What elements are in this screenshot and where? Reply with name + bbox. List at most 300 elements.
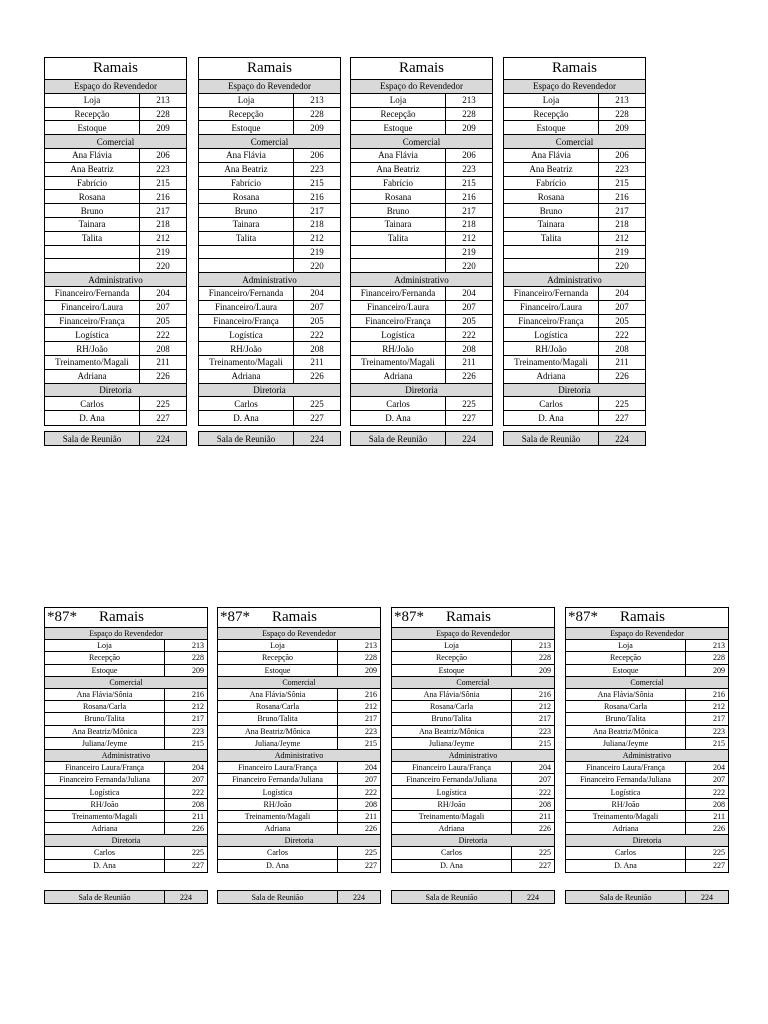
section-header: Diretoria — [351, 384, 492, 398]
extension-name: D. Ana — [392, 860, 512, 872]
extension-number: 208 — [365, 799, 377, 809]
extension-name: Ana Flávia — [45, 149, 140, 162]
extension-row — [218, 762, 380, 774]
extension-number: 208 — [539, 799, 551, 809]
extension-row — [351, 301, 492, 315]
extension-row — [45, 652, 207, 664]
extension-name: Loja — [45, 640, 165, 651]
extension-row — [45, 640, 207, 652]
section-header: Espaço do Revendedor — [199, 80, 340, 94]
extension-number: 215 — [615, 177, 629, 188]
extension-row — [45, 163, 186, 177]
extension-row — [45, 774, 207, 786]
extension-row — [218, 665, 380, 677]
extension-name: Financeiro/França — [45, 315, 140, 328]
extension-row — [199, 163, 340, 177]
extension-number: 218 — [615, 219, 629, 230]
extension-row — [392, 860, 554, 872]
extension-card — [44, 57, 187, 426]
extension-row — [504, 218, 645, 232]
extension-name: Tainara — [351, 218, 446, 231]
extension-row — [45, 259, 186, 273]
extension-name: Bruno/Talita — [218, 713, 338, 724]
extension-number: 216 — [539, 690, 551, 700]
extension-name: Adriana — [199, 370, 294, 383]
meeting-room-row — [565, 890, 729, 904]
extension-number: 211 — [713, 811, 725, 821]
extension-name: Logística — [218, 786, 338, 797]
extension-row — [45, 786, 207, 798]
extension-name: Juliana/Jeyme — [218, 738, 338, 749]
extension-row — [45, 121, 186, 135]
extension-name: D. Ana — [504, 411, 599, 425]
extension-row — [45, 177, 186, 191]
extension-number: 205 — [462, 315, 476, 326]
extension-row — [351, 121, 492, 135]
extension-row — [351, 411, 492, 425]
extension-number: 228 — [365, 653, 377, 663]
extension-number: 223 — [539, 726, 551, 736]
extension-row — [392, 640, 554, 652]
extension-row — [504, 108, 645, 122]
extension-name: Ana Flávia/Sônia — [392, 689, 512, 700]
extension-row — [45, 108, 186, 122]
extension-row — [351, 328, 492, 342]
extension-name: Tainara — [504, 218, 599, 231]
extension-number: 207 — [539, 775, 551, 785]
extension-number: 215 — [310, 177, 324, 188]
extension-row — [199, 356, 340, 370]
section-header: Espaço do Revendedor — [45, 80, 186, 94]
extension-name: Logística — [351, 328, 446, 341]
extension-number: 223 — [192, 726, 204, 736]
extension-row — [504, 328, 645, 342]
extension-row — [566, 762, 728, 774]
meeting-room-number: 224 — [615, 433, 629, 444]
extension-number: 206 — [310, 150, 324, 161]
extension-number: 205 — [615, 315, 629, 326]
extension-name: Tainara — [199, 218, 294, 231]
extension-number: 207 — [615, 302, 629, 313]
extension-number: 217 — [156, 205, 170, 216]
extension-number: 215 — [462, 177, 476, 188]
extension-name: D. Ana — [566, 860, 686, 872]
extension-name: Adriana — [45, 370, 140, 383]
extension-name: RH/João — [504, 342, 599, 355]
extension-number: 211 — [156, 357, 170, 368]
extension-name: RH/João — [45, 342, 140, 355]
card-title: Ramais — [552, 60, 597, 76]
section-header: Comercial — [504, 135, 645, 149]
extension-number: 226 — [713, 824, 725, 834]
extension-row — [504, 287, 645, 301]
extension-number: 208 — [156, 343, 170, 354]
extension-number: 223 — [713, 726, 725, 736]
extension-number: 208 — [462, 343, 476, 354]
meeting-room-name: Sala de Reunião — [392, 891, 512, 903]
extension-number: 204 — [192, 763, 204, 773]
extension-name: Recepção — [199, 108, 294, 121]
extension-row — [351, 397, 492, 411]
extension-number: 219 — [310, 246, 324, 257]
section-header: Administrativo — [218, 750, 380, 762]
extension-number: 219 — [615, 246, 629, 257]
meeting-room-number: 224 — [701, 892, 713, 902]
extension-name: RH/João — [566, 799, 686, 810]
extension-name: Estoque — [45, 665, 165, 676]
extension-number: 222 — [156, 329, 170, 340]
extension-name: Treinamento/Magali — [218, 811, 338, 822]
meeting-room-name: Sala de Reunião — [45, 891, 165, 903]
extension-row — [392, 713, 554, 725]
extension-name: Ana Flávia — [351, 149, 446, 162]
extension-row — [45, 370, 186, 384]
extension-row — [218, 689, 380, 701]
meeting-room-name: Sala de Reunião — [45, 432, 140, 445]
extension-number: 216 — [713, 690, 725, 700]
extension-number: 209 — [156, 122, 170, 133]
meeting-room-number: 224 — [353, 892, 365, 902]
extension-number: 225 — [539, 848, 551, 858]
extension-number: 211 — [365, 811, 377, 821]
extension-row — [45, 342, 186, 356]
extension-number: 208 — [192, 799, 204, 809]
extension-name: Talita — [504, 232, 599, 245]
extension-name: Loja — [566, 640, 686, 651]
card-title: Ramais — [93, 60, 138, 76]
section-header: Administrativo — [566, 750, 728, 762]
extension-number: 209 — [192, 665, 204, 675]
card-title-row — [566, 608, 728, 628]
extension-number: 216 — [365, 690, 377, 700]
extension-number: 204 — [539, 763, 551, 773]
extension-row — [218, 713, 380, 725]
extension-name: RH/João — [351, 342, 446, 355]
extension-row — [199, 218, 340, 232]
extension-name: Rosana/Carla — [45, 701, 165, 712]
extension-number: 205 — [310, 315, 324, 326]
extension-name: Estoque — [566, 665, 686, 676]
extension-number: 204 — [615, 288, 629, 299]
extension-row — [45, 411, 186, 425]
extension-name: Treinamento/Magali — [45, 356, 140, 369]
extension-row — [199, 315, 340, 329]
extension-name: D. Ana — [45, 411, 140, 425]
extension-row — [218, 860, 380, 872]
extension-number: 222 — [310, 329, 324, 340]
extension-name: Treinamento/Magali — [351, 356, 446, 369]
extension-name — [199, 259, 294, 272]
extension-number: 212 — [539, 702, 551, 712]
extension-name: Adriana — [218, 823, 338, 834]
extension-name: Juliana/Jeyme — [566, 738, 686, 749]
dial-code: *87* — [47, 609, 77, 625]
extension-number: 220 — [462, 260, 476, 271]
extension-row — [392, 665, 554, 677]
extension-name: Fabrício — [45, 177, 140, 190]
extension-number: 208 — [713, 799, 725, 809]
section-header: Diretoria — [45, 835, 207, 847]
extension-name — [351, 246, 446, 259]
extension-row — [45, 190, 186, 204]
section-header: Administrativo — [45, 750, 207, 762]
extension-name: Bruno/Talita — [566, 713, 686, 724]
extension-row — [351, 218, 492, 232]
extension-row — [504, 232, 645, 246]
extension-name — [504, 259, 599, 272]
extension-name: Rosana — [45, 190, 140, 203]
meeting-room-row — [44, 431, 187, 446]
extension-number: 216 — [156, 191, 170, 202]
extension-name: Ana Beatriz/Mônica — [218, 726, 338, 737]
extension-number: 212 — [462, 233, 476, 244]
extension-number: 227 — [462, 413, 476, 424]
extension-row — [199, 259, 340, 273]
extension-number: 211 — [462, 357, 476, 368]
extension-number: 213 — [192, 641, 204, 651]
card-title-row — [218, 608, 380, 628]
extension-name: Ana Beatriz — [199, 163, 294, 176]
extension-number: 213 — [539, 641, 551, 651]
extension-name: Estoque — [218, 665, 338, 676]
extension-number: 226 — [462, 371, 476, 382]
extension-number: 207 — [156, 302, 170, 313]
extension-row — [351, 315, 492, 329]
dial-code: *87* — [568, 609, 598, 625]
extension-row — [45, 689, 207, 701]
extension-name: Juliana/Jeyme — [45, 738, 165, 749]
extension-number: 223 — [615, 164, 629, 175]
meeting-room-number: 224 — [156, 433, 170, 444]
extension-name: Financeiro/Laura — [45, 301, 140, 314]
extension-name: Recepção — [504, 108, 599, 121]
extension-number: 227 — [310, 413, 324, 424]
extension-card — [217, 607, 381, 873]
extension-name: Ana Flávia — [199, 149, 294, 162]
extension-row — [45, 726, 207, 738]
extension-number: 225 — [365, 848, 377, 858]
card-title: Ramais — [620, 609, 665, 625]
extension-row — [351, 232, 492, 246]
section-header: Administrativo — [504, 273, 645, 287]
extension-row — [351, 356, 492, 370]
extension-row — [45, 232, 186, 246]
extension-row — [199, 301, 340, 315]
section-header: Diretoria — [504, 384, 645, 398]
extension-name: Fabrício — [199, 177, 294, 190]
extension-number: 212 — [365, 702, 377, 712]
extension-name: Ana Flávia/Sônia — [218, 689, 338, 700]
extension-number: 207 — [713, 775, 725, 785]
extension-row — [504, 370, 645, 384]
extension-name: Estoque — [392, 665, 512, 676]
extension-name: Ana Flávia/Sônia — [566, 689, 686, 700]
extension-row — [351, 108, 492, 122]
extension-name: Rosana/Carla — [218, 701, 338, 712]
extension-row — [566, 786, 728, 798]
extension-name: Estoque — [504, 121, 599, 134]
extension-row — [199, 328, 340, 342]
extension-number: 204 — [365, 763, 377, 773]
extension-number: 219 — [462, 246, 476, 257]
extension-number: 212 — [156, 233, 170, 244]
extension-number: 228 — [539, 653, 551, 663]
extension-row — [45, 94, 186, 108]
card-title-row — [351, 58, 492, 80]
extension-number: 204 — [713, 763, 725, 773]
extension-number: 213 — [156, 95, 170, 106]
extension-number: 216 — [462, 191, 476, 202]
extension-name: Financeiro/França — [504, 315, 599, 328]
extension-card — [44, 607, 208, 873]
extension-name: Financeiro Fernanda/Juliana — [566, 774, 686, 785]
meeting-room-name: Sala de Reunião — [351, 432, 446, 445]
extension-number: 215 — [539, 738, 551, 748]
extension-number: 207 — [462, 302, 476, 313]
dial-code: *87* — [220, 609, 250, 625]
extension-number: 216 — [310, 191, 324, 202]
section-header: Administrativo — [351, 273, 492, 287]
extension-number: 213 — [310, 95, 324, 106]
card-title-row — [392, 608, 554, 628]
meeting-room-row — [217, 890, 381, 904]
extension-row — [392, 762, 554, 774]
extension-row — [504, 315, 645, 329]
extension-number: 211 — [539, 811, 551, 821]
extension-name: Rosana — [199, 190, 294, 203]
extension-row — [218, 799, 380, 811]
extension-name: Estoque — [45, 121, 140, 134]
extension-name — [351, 259, 446, 272]
meeting-room-row — [391, 890, 555, 904]
extension-row — [566, 713, 728, 725]
extension-row — [199, 108, 340, 122]
extension-row — [45, 287, 186, 301]
extension-number: 216 — [192, 690, 204, 700]
extension-number: 213 — [615, 95, 629, 106]
meeting-room-name: Sala de Reunião — [199, 432, 294, 445]
extension-number: 225 — [615, 398, 629, 409]
extension-name: Recepção — [218, 652, 338, 663]
extension-name: Carlos — [45, 397, 140, 410]
extension-card — [198, 57, 341, 426]
extension-number: 226 — [615, 371, 629, 382]
extension-number: 225 — [310, 398, 324, 409]
extension-row — [392, 652, 554, 664]
extension-row — [45, 246, 186, 260]
extension-number: 206 — [615, 150, 629, 161]
extension-row — [351, 342, 492, 356]
extension-name: Logística — [392, 786, 512, 797]
section-header: Diretoria — [199, 384, 340, 398]
extension-row — [566, 811, 728, 823]
extension-name: Ana Flávia — [504, 149, 599, 162]
extension-row — [45, 713, 207, 725]
extension-name: Talita — [199, 232, 294, 245]
extension-row — [199, 204, 340, 218]
extension-row — [199, 94, 340, 108]
extension-number: 228 — [713, 653, 725, 663]
extension-number: 225 — [713, 848, 725, 858]
extension-number: 213 — [365, 641, 377, 651]
extension-number: 222 — [462, 329, 476, 340]
extension-name: Bruno/Talita — [45, 713, 165, 724]
meeting-room-number: 224 — [527, 892, 539, 902]
extension-row — [45, 847, 207, 859]
extension-row — [199, 121, 340, 135]
extension-card — [350, 57, 493, 426]
extension-name: Bruno — [45, 204, 140, 217]
extension-number: 228 — [310, 108, 324, 119]
extension-name: Talita — [351, 232, 446, 245]
extension-name: Adriana — [392, 823, 512, 834]
extension-name: Loja — [392, 640, 512, 651]
extension-number: 227 — [365, 861, 377, 871]
extension-number: 212 — [713, 702, 725, 712]
extension-number: 215 — [156, 177, 170, 188]
section-header: Diretoria — [566, 835, 728, 847]
extension-number: 217 — [615, 205, 629, 216]
extension-number: 226 — [156, 371, 170, 382]
section-header: Comercial — [351, 135, 492, 149]
extension-row — [566, 847, 728, 859]
extension-row — [45, 149, 186, 163]
extension-name: Fabrício — [504, 177, 599, 190]
extension-row — [504, 356, 645, 370]
extension-row — [566, 665, 728, 677]
extension-name: Talita — [45, 232, 140, 245]
extension-number: 223 — [365, 726, 377, 736]
extension-number: 212 — [192, 702, 204, 712]
extension-row — [392, 774, 554, 786]
extension-number: 215 — [192, 738, 204, 748]
extension-name: Treinamento/Magali — [45, 811, 165, 822]
extension-row — [199, 397, 340, 411]
extension-name: Treinamento/Magali — [199, 356, 294, 369]
extension-name: Carlos — [199, 397, 294, 410]
meeting-room-row — [198, 431, 341, 446]
extension-name: Logística — [45, 786, 165, 797]
extension-row — [218, 847, 380, 859]
extension-number: 209 — [615, 122, 629, 133]
extension-number: 217 — [713, 714, 725, 724]
extension-number: 228 — [192, 653, 204, 663]
extension-name: Carlos — [392, 847, 512, 858]
section-header: Comercial — [199, 135, 340, 149]
extension-number: 217 — [192, 714, 204, 724]
extension-number: 223 — [462, 164, 476, 175]
extension-name: Logística — [199, 328, 294, 341]
extension-name: Recepção — [392, 652, 512, 663]
extension-name: Loja — [45, 94, 140, 107]
extension-row — [45, 315, 186, 329]
extension-row — [504, 149, 645, 163]
extension-row — [504, 411, 645, 425]
section-header: Diretoria — [218, 835, 380, 847]
extension-name: Carlos — [351, 397, 446, 410]
extension-name: Financeiro/Fernanda — [351, 287, 446, 300]
extension-row — [45, 738, 207, 750]
section-header: Comercial — [45, 135, 186, 149]
extension-row — [504, 121, 645, 135]
extension-row — [566, 860, 728, 872]
card-title: Ramais — [247, 60, 292, 76]
extension-name: D. Ana — [351, 411, 446, 425]
extension-number: 227 — [156, 413, 170, 424]
extension-row — [45, 328, 186, 342]
extension-name: Fabrício — [351, 177, 446, 190]
card-title-row — [45, 58, 186, 80]
